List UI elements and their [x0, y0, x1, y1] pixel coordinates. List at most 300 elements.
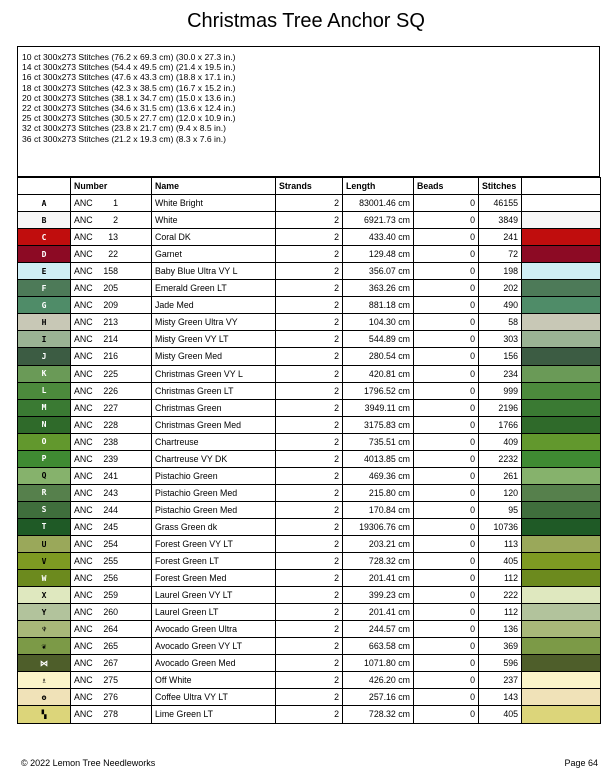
symbol-cell: J [18, 348, 71, 365]
table-row [18, 535, 601, 552]
color-swatch [522, 229, 601, 246]
symbol-cell: ▚ [18, 706, 71, 723]
length-cell: 1796.52 cm [343, 382, 414, 399]
beads-cell: 0 [414, 433, 479, 450]
stitches-cell: 237 [479, 672, 522, 689]
table-row [18, 246, 601, 263]
beads-cell: 0 [414, 553, 479, 570]
header-strands: Strands [276, 178, 343, 195]
thread-number: 225 [103, 368, 118, 379]
color-swatch [522, 280, 601, 297]
symbol-cell: D [18, 246, 71, 263]
stitches-cell: 303 [479, 331, 522, 348]
thread-number: 214 [103, 334, 118, 345]
stitches-cell: 490 [479, 297, 522, 314]
symbol-cell: ʘ [18, 689, 71, 706]
strands-cell: 2 [276, 655, 343, 672]
thread-name-cell: Baby Blue Ultra VY L [152, 263, 276, 280]
table-header-row [18, 178, 601, 195]
thread-number: 260 [103, 607, 118, 618]
thread-brand: ANC [74, 675, 93, 686]
thread-brand: ANC [74, 368, 93, 379]
thread-name-cell: Christmas Green LT [152, 382, 276, 399]
beads-cell: 0 [414, 467, 479, 484]
thread-brand: ANC [74, 283, 93, 294]
thread-number: 241 [103, 470, 118, 481]
length-cell: 426.20 cm [343, 672, 414, 689]
strands-cell: 2 [276, 689, 343, 706]
color-swatch [522, 518, 601, 535]
table-row [18, 297, 601, 314]
strands-cell: 2 [276, 535, 343, 552]
stitches-cell: 112 [479, 604, 522, 621]
thread-name-cell: Grass Green dk [152, 518, 276, 535]
thread-brand: ANC [74, 249, 93, 260]
beads-cell: 0 [414, 246, 479, 263]
thread-number-cell [71, 689, 152, 706]
beads-cell: 0 [414, 570, 479, 587]
table-row [18, 672, 601, 689]
strands-cell: 2 [276, 382, 343, 399]
thread-brand: ANC [74, 232, 93, 243]
thread-name-cell: White Bright [152, 195, 276, 212]
thread-brand: ANC [74, 590, 93, 601]
color-swatch [522, 365, 601, 382]
length-cell: 83001.46 cm [343, 195, 414, 212]
thread-number: 275 [103, 675, 118, 686]
length-cell: 280.54 cm [343, 348, 414, 365]
beads-cell: 0 [414, 638, 479, 655]
thread-brand: ANC [74, 215, 93, 226]
thread-number-cell [71, 638, 152, 655]
length-cell: 201.41 cm [343, 604, 414, 621]
length-cell: 244.57 cm [343, 621, 414, 638]
beads-cell: 0 [414, 297, 479, 314]
symbol-cell: R [18, 484, 71, 501]
table-row [18, 450, 601, 467]
strands-cell: 2 [276, 553, 343, 570]
stitches-cell: 241 [479, 229, 522, 246]
stitches-cell: 222 [479, 587, 522, 604]
color-swatch [522, 314, 601, 331]
header-symbol [18, 178, 71, 195]
table-row [18, 229, 601, 246]
page-title: Christmas Tree Anchor SQ [187, 10, 425, 32]
thread-brand: ANC [74, 453, 93, 464]
beads-cell: 0 [414, 195, 479, 212]
thread-brand: ANC [74, 334, 93, 345]
stitches-cell: 136 [479, 621, 522, 638]
thread-number-cell [71, 535, 152, 552]
stitches-cell: 10736 [479, 518, 522, 535]
symbol-cell: A [18, 195, 71, 212]
thread-number: 216 [103, 351, 118, 362]
symbol-cell: O [18, 433, 71, 450]
table-row [18, 621, 601, 638]
symbol-cell: P [18, 450, 71, 467]
header-beads: Beads [414, 178, 479, 195]
thread-brand: ANC [74, 351, 93, 362]
beads-cell: 0 [414, 706, 479, 723]
thread-number-cell [71, 263, 152, 280]
symbol-cell: G [18, 297, 71, 314]
thread-brand: ANC [74, 402, 93, 413]
strands-cell: 2 [276, 280, 343, 297]
thread-brand: ANC [74, 573, 93, 584]
strands-cell: 2 [276, 587, 343, 604]
strands-cell: 2 [276, 638, 343, 655]
thread-brand: ANC [74, 470, 93, 481]
beads-cell: 0 [414, 655, 479, 672]
strands-cell: 2 [276, 467, 343, 484]
thread-number: 265 [103, 641, 118, 652]
symbol-cell: U [18, 535, 71, 552]
strands-cell: 2 [276, 365, 343, 382]
header-swatch [522, 178, 601, 195]
stitches-cell: 112 [479, 570, 522, 587]
table-row [18, 382, 601, 399]
beads-cell: 0 [414, 399, 479, 416]
strands-cell: 2 [276, 706, 343, 723]
table-row [18, 518, 601, 535]
color-swatch [522, 297, 601, 314]
thread-number-cell [71, 348, 152, 365]
length-cell: 1071.80 cm [343, 655, 414, 672]
symbol-cell: T [18, 518, 71, 535]
color-swatch [522, 348, 601, 365]
thread-number-cell [71, 501, 152, 518]
table-row [18, 399, 601, 416]
thread-number-cell [71, 570, 152, 587]
thread-number: 13 [108, 232, 118, 243]
symbol-cell: Y [18, 604, 71, 621]
thread-number-cell [71, 382, 152, 399]
thread-number-cell [71, 433, 152, 450]
beads-cell: 0 [414, 365, 479, 382]
stitches-cell: 234 [479, 365, 522, 382]
stitches-cell: 113 [479, 535, 522, 552]
table-row [18, 587, 601, 604]
beads-cell: 0 [414, 263, 479, 280]
length-cell: 19306.76 cm [343, 518, 414, 535]
beads-cell: 0 [414, 518, 479, 535]
thread-name-cell: Forest Green LT [152, 553, 276, 570]
length-cell: 728.32 cm [343, 706, 414, 723]
thread-brand: ANC [74, 692, 93, 703]
stitches-cell: 3849 [479, 212, 522, 229]
color-swatch [522, 621, 601, 638]
thread-brand: ANC [74, 709, 93, 720]
thread-name-cell: Misty Green Med [152, 348, 276, 365]
thread-brand: ANC [74, 317, 93, 328]
color-swatch [522, 553, 601, 570]
stitches-cell: 202 [479, 280, 522, 297]
thread-name-cell: Chartreuse VY DK [152, 450, 276, 467]
beads-cell: 0 [414, 212, 479, 229]
thread-number-cell [71, 246, 152, 263]
length-cell: 257.16 cm [343, 689, 414, 706]
thread-name-cell: Avocado Green Med [152, 655, 276, 672]
color-swatch [522, 467, 601, 484]
thread-number-cell [71, 229, 152, 246]
stitches-cell: 1766 [479, 416, 522, 433]
thread-legend-table [17, 177, 601, 724]
thread-name-cell: Off White [152, 672, 276, 689]
beads-cell: 0 [414, 587, 479, 604]
stitches-cell: 120 [479, 484, 522, 501]
color-swatch [522, 706, 601, 723]
beads-cell: 0 [414, 450, 479, 467]
color-swatch [522, 433, 601, 450]
length-cell: 363.26 cm [343, 280, 414, 297]
thread-number-cell [71, 297, 152, 314]
thread-number-cell [71, 331, 152, 348]
color-swatch [522, 535, 601, 552]
symbol-cell: K [18, 365, 71, 382]
color-swatch [522, 655, 601, 672]
table-row [18, 195, 601, 212]
thread-name-cell: Pistachio Green Med [152, 501, 276, 518]
beads-cell: 0 [414, 229, 479, 246]
color-swatch [522, 195, 601, 212]
table-row [18, 280, 601, 297]
length-cell: 6921.73 cm [343, 212, 414, 229]
color-swatch [522, 399, 601, 416]
thread-number: 276 [103, 692, 118, 703]
thread-name-cell: Chartreuse [152, 433, 276, 450]
header-number: Number [71, 178, 152, 195]
thread-name-cell: Avocado Green VY LT [152, 638, 276, 655]
thread-number-cell [71, 416, 152, 433]
copyright-text: © 2022 Lemon Tree Needleworks [21, 758, 156, 768]
thread-number-cell [71, 365, 152, 382]
thread-number-cell [71, 706, 152, 723]
strands-cell: 2 [276, 399, 343, 416]
thread-number: 228 [103, 419, 118, 430]
thread-name-cell: Misty Green VY LT [152, 331, 276, 348]
thread-name-cell: Jade Med [152, 297, 276, 314]
color-swatch [522, 263, 601, 280]
symbol-cell: L [18, 382, 71, 399]
thread-name-cell: Emerald Green LT [152, 280, 276, 297]
symbol-cell: M [18, 399, 71, 416]
thread-name-cell: Forest Green VY LT [152, 535, 276, 552]
stitches-cell: 2232 [479, 450, 522, 467]
strands-cell: 2 [276, 484, 343, 501]
thread-number: 244 [103, 504, 118, 515]
thread-number: 264 [103, 624, 118, 635]
thread-number-cell [71, 587, 152, 604]
length-cell: 3175.83 cm [343, 416, 414, 433]
beads-cell: 0 [414, 621, 479, 638]
beads-cell: 0 [414, 382, 479, 399]
stitches-cell: 143 [479, 689, 522, 706]
color-swatch [522, 689, 601, 706]
stitches-cell: 999 [479, 382, 522, 399]
fabric-size-box [17, 46, 600, 177]
color-swatch [522, 416, 601, 433]
beads-cell: 0 [414, 535, 479, 552]
thread-number: 226 [103, 385, 118, 396]
beads-cell: 0 [414, 604, 479, 621]
thread-number: 239 [103, 453, 118, 464]
strands-cell: 2 [276, 501, 343, 518]
table-row [18, 365, 601, 382]
thread-number: 254 [103, 539, 118, 549]
symbol-cell: ♆ [18, 621, 71, 638]
thread-brand: ANC [74, 487, 93, 498]
thread-brand: ANC [74, 539, 93, 549]
strands-cell: 2 [276, 416, 343, 433]
color-swatch [522, 672, 601, 689]
length-cell: 399.23 cm [343, 587, 414, 604]
thread-number-cell [71, 280, 152, 297]
thread-number: 2 [113, 215, 118, 226]
symbol-cell: Q [18, 467, 71, 484]
symbol-cell: I [18, 331, 71, 348]
length-cell: 544.89 cm [343, 331, 414, 348]
symbol-cell: E [18, 263, 71, 280]
thread-name-cell: Laurel Green LT [152, 604, 276, 621]
thread-number: 267 [103, 658, 118, 669]
color-swatch [522, 587, 601, 604]
strands-cell: 2 [276, 604, 343, 621]
color-swatch [522, 246, 601, 263]
table-row [18, 484, 601, 501]
thread-number: 205 [103, 283, 118, 294]
fabric-size-line: 22 ct 300x273 Stitches (34.6 x 31.5 cm) (13.6 x 12.4 in.) [22, 103, 236, 114]
length-cell: 433.40 cm [343, 229, 414, 246]
length-cell: 170.84 cm [343, 501, 414, 518]
beads-cell: 0 [414, 672, 479, 689]
table-row [18, 501, 601, 518]
thread-number: 278 [103, 709, 118, 720]
thread-name-cell: Pistachio Green Med [152, 484, 276, 501]
length-cell: 469.36 cm [343, 467, 414, 484]
thread-number: 245 [103, 521, 118, 532]
stitches-cell: 95 [479, 501, 522, 518]
table-row [18, 416, 601, 433]
thread-number: 259 [103, 590, 118, 601]
table-row [18, 655, 601, 672]
thread-brand: ANC [74, 658, 93, 669]
table-row [18, 263, 601, 280]
symbol-cell: N [18, 416, 71, 433]
stitches-cell: 58 [479, 314, 522, 331]
thread-number-cell [71, 553, 152, 570]
header-stitches: Stitches [479, 178, 522, 195]
stitches-cell: 72 [479, 246, 522, 263]
thread-number: 213 [103, 317, 118, 328]
beads-cell: 0 [414, 416, 479, 433]
thread-name-cell: Coffee Ultra VY LT [152, 689, 276, 706]
length-cell: 356.07 cm [343, 263, 414, 280]
length-cell: 735.51 cm [343, 433, 414, 450]
thread-number-cell [71, 314, 152, 331]
strands-cell: 2 [276, 212, 343, 229]
strands-cell: 2 [276, 246, 343, 263]
thread-name-cell: Forest Green Med [152, 570, 276, 587]
length-cell: 104.30 cm [343, 314, 414, 331]
color-swatch [522, 638, 601, 655]
thread-number-cell [71, 399, 152, 416]
thread-brand: ANC [74, 419, 93, 430]
strands-cell: 2 [276, 314, 343, 331]
beads-cell: 0 [414, 314, 479, 331]
fabric-size-line: 32 ct 300x273 Stitches (23.8 x 21.7 cm) (9.4 x 8.5 in.) [22, 123, 226, 134]
symbol-cell: V [18, 553, 71, 570]
symbol-cell: C [18, 229, 71, 246]
table-row [18, 331, 601, 348]
strands-cell: 2 [276, 450, 343, 467]
thread-name-cell: Garnet [152, 246, 276, 263]
symbol-cell: B [18, 212, 71, 229]
table-row [18, 570, 601, 587]
table-row [18, 638, 601, 655]
color-swatch [522, 570, 601, 587]
thread-brand: ANC [74, 521, 93, 532]
fabric-size-line: 14 ct 300x273 Stitches (54.4 x 49.5 cm) (21.4 x 19.5 in.) [22, 62, 236, 73]
thread-name-cell: Misty Green Ultra VY [152, 314, 276, 331]
fabric-size-line: 16 ct 300x273 Stitches (47.6 x 43.3 cm) (18.8 x 17.1 in.) [22, 72, 236, 83]
symbol-cell: ❦ [18, 638, 71, 655]
color-swatch [522, 382, 601, 399]
beads-cell: 0 [414, 280, 479, 297]
thread-brand: ANC [74, 385, 93, 396]
length-cell: 129.48 cm [343, 246, 414, 263]
thread-number-cell [71, 212, 152, 229]
thread-number: 256 [103, 573, 118, 584]
beads-cell: 0 [414, 331, 479, 348]
table-row [18, 212, 601, 229]
thread-number-cell [71, 672, 152, 689]
length-cell: 4013.85 cm [343, 450, 414, 467]
stitches-cell: 198 [479, 263, 522, 280]
thread-name-cell: Pistachio Green [152, 467, 276, 484]
header-name: Name [152, 178, 276, 195]
length-cell: 881.18 cm [343, 297, 414, 314]
page-number: Page 64 [564, 758, 598, 768]
stitches-cell: 156 [479, 348, 522, 365]
stitches-cell: 405 [479, 553, 522, 570]
thread-number: 238 [103, 436, 118, 447]
table-row [18, 604, 601, 621]
strands-cell: 2 [276, 621, 343, 638]
thread-number: 227 [103, 402, 118, 413]
strands-cell: 2 [276, 570, 343, 587]
length-cell: 420.81 cm [343, 365, 414, 382]
strands-cell: 2 [276, 263, 343, 280]
strands-cell: 2 [276, 195, 343, 212]
thread-name-cell: Christmas Green VY L [152, 365, 276, 382]
thread-brand: ANC [74, 504, 93, 515]
symbol-cell: ⋈ [18, 655, 71, 672]
header-length: Length [343, 178, 414, 195]
stitches-cell: 369 [479, 638, 522, 655]
symbol-cell: F [18, 280, 71, 297]
thread-name-cell: Lime Green LT [152, 706, 276, 723]
thread-brand: ANC [74, 198, 93, 209]
thread-number-cell [71, 655, 152, 672]
color-swatch [522, 450, 601, 467]
thread-number-cell [71, 450, 152, 467]
table-row [18, 553, 601, 570]
strands-cell: 2 [276, 433, 343, 450]
beads-cell: 0 [414, 689, 479, 706]
thread-number: 22 [108, 249, 118, 260]
thread-number-cell [71, 195, 152, 212]
stitches-cell: 2196 [479, 399, 522, 416]
